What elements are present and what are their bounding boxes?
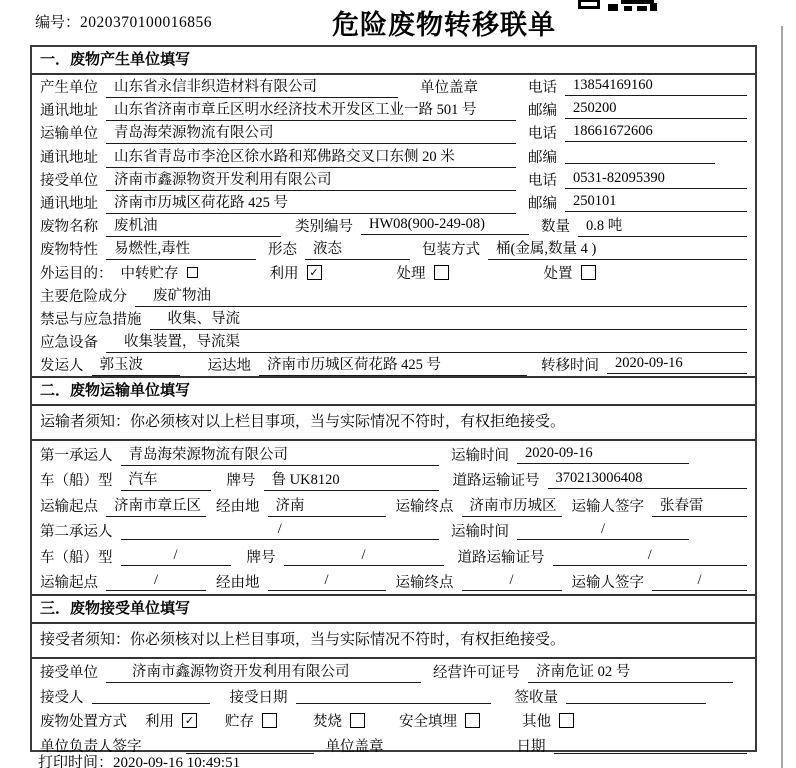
- destination-label: 运达地: [207, 358, 251, 375]
- receiver-zip-value: 250101: [565, 193, 747, 212]
- origin2-value: /: [106, 572, 206, 591]
- waste-character-label: 废物特性: [40, 242, 98, 259]
- origin1-label: 运输起点: [40, 498, 98, 515]
- date-label: 日期: [516, 739, 546, 756]
- via1-value: 济南: [268, 494, 386, 517]
- transporter-value: 青岛海荣源物流有限公司: [106, 121, 516, 144]
- license-label: 经营许可证号: [433, 665, 520, 682]
- category-value: HW08(900-249-08): [361, 216, 529, 235]
- form-label: 形态: [268, 242, 297, 259]
- vehicle2-label: 车（船）型: [40, 549, 113, 566]
- disposal-method-label: 废物处置方式: [40, 714, 127, 731]
- producer-zip-label: 邮编: [528, 103, 557, 120]
- category-label: 类别编号: [295, 219, 353, 236]
- purpose-option-dispose: [544, 262, 596, 283]
- transfer-purpose-label: 外运目的：: [40, 265, 113, 282]
- waste-name-value: 废机油: [106, 214, 281, 237]
- end2-label: 运输终点: [395, 575, 454, 592]
- transporter-notice-text: 运输者须知：你必须核对以上栏目事项，当与实际情况不符时，有权拒绝接受。: [40, 414, 566, 431]
- plate1-value: 鲁 UK8120: [264, 468, 439, 491]
- emergency-equipment-value: 收集装置，导流渠: [106, 330, 747, 353]
- disposal-other-checkbox: [559, 713, 574, 728]
- plate2-label: 牌号: [246, 549, 276, 566]
- purpose-treat-checkbox: [434, 265, 449, 280]
- scan-edge-line: [781, 26, 783, 768]
- sign1-label: 运输人签字: [571, 498, 644, 515]
- transport-time2-label: 运输时间: [451, 524, 509, 541]
- accept-date-value: [296, 688, 491, 704]
- disposal-option-incinerate: [313, 710, 365, 731]
- document-number: [35, 11, 212, 32]
- transport-time1-value: 2020-09-16: [517, 445, 689, 464]
- vehicle1-label: 车（船）型: [40, 473, 113, 490]
- waste-character-row: [32, 237, 755, 260]
- vehicle1-row: [32, 467, 755, 493]
- quantity-value: 0.8 吨: [578, 214, 747, 237]
- transporter-phone-label: 电话: [528, 126, 557, 143]
- producer-phone-value: 13854169160: [565, 77, 747, 96]
- disposal-incinerate-checkbox: [350, 713, 365, 728]
- date-value: [554, 738, 748, 754]
- waste-name-label: 废物名称: [40, 219, 98, 236]
- unit-seal2-label: 单位盖章: [325, 739, 384, 756]
- emergency-equipment-row: [32, 330, 755, 353]
- accept-person-value: [92, 688, 210, 704]
- receiver-address-row: [32, 191, 755, 214]
- receiver-notice-row: [32, 624, 755, 659]
- taboo-measures-row: [32, 307, 755, 330]
- purpose-use-checkbox: ✓: [307, 265, 322, 280]
- producer-label: 产生单位: [40, 80, 98, 97]
- second-carrier-label: 第二承运人: [40, 524, 113, 541]
- page-title: 危险废物转移联单: [332, 10, 556, 40]
- producer-address-value: 山东省济南市章丘区明水经济技术开发区工业一路 501 号: [106, 98, 516, 121]
- sender-label: 发运人: [40, 358, 84, 375]
- origin1-value: 济南市章丘区: [106, 494, 206, 517]
- taboo-measures-value: 收集、导流: [150, 307, 748, 330]
- main-hazard-row: [32, 284, 755, 307]
- permit1-label: 道路运输证号: [452, 473, 540, 490]
- producer-address-label: 通讯地址: [40, 103, 98, 120]
- end1-value: 济南市历城区: [462, 494, 562, 517]
- disposal-option-landfill: [399, 710, 480, 731]
- permit2-value: /: [553, 547, 748, 566]
- first-carrier-value: 青岛海荣源物流有限公司: [121, 443, 440, 466]
- accepting-unit-value: 济南市鑫源物资开发利用有限公司: [106, 660, 421, 683]
- transport-time2-value: /: [517, 521, 689, 540]
- destination-value: 济南市历城区荷花路 425 号: [259, 353, 527, 376]
- vehicle2-row: [32, 543, 755, 569]
- transporter-address-label: 通讯地址: [40, 149, 98, 166]
- receiver-address-value: 济南市历城区荷花路 425 号: [106, 191, 516, 214]
- disposal-option-store-label: 贮存: [225, 714, 254, 731]
- qr-code-fragment: [578, 0, 660, 12]
- transporter-notice-row: [32, 406, 755, 441]
- unit-seal-label: 单位盖章: [420, 80, 478, 97]
- plate2-value: /: [284, 547, 444, 566]
- purpose-option-treat: [397, 262, 449, 283]
- packing-value: 桶(金属,数量 4 ): [488, 237, 747, 260]
- accept-person-row: [32, 684, 755, 709]
- disposal-option-use-label: 利用: [145, 714, 174, 731]
- transfer-purpose-row: [32, 261, 755, 284]
- disposal-option-other: [522, 710, 574, 731]
- second-carrier-row: [32, 518, 755, 544]
- sign1-value: 张春雷: [652, 494, 747, 517]
- receiver-row: [32, 168, 755, 191]
- disposal-landfill-checkbox: [465, 713, 480, 728]
- end1-label: 运输终点: [395, 498, 454, 515]
- first-carrier-label: 第一承运人: [40, 447, 113, 464]
- section1-header: 一．废物产生单位填写: [32, 47, 755, 75]
- receiver-label: 接受单位: [40, 172, 98, 189]
- receiver-phone-label: 电话: [528, 172, 557, 189]
- disposal-store-checkbox: [262, 713, 277, 728]
- second-carrier-value: /: [121, 521, 440, 540]
- transporter-row: [32, 121, 755, 144]
- disposal-option-landfill-label: 安全填埋: [399, 714, 457, 731]
- transfer-time-value: 2020-09-16: [607, 355, 747, 374]
- accept-date-label: 接受日期: [229, 689, 288, 706]
- accept-person-label: 接受人: [40, 689, 84, 706]
- producer-value: 山东省永信非织造材料有限公司: [106, 75, 398, 98]
- section2-header: 二．废物运输单位填写: [32, 376, 755, 406]
- purpose-option-dispose-label: 处置: [543, 265, 573, 282]
- packing-label: 包装方式: [422, 242, 480, 259]
- receiver-notice-text: 接受者须知：你必须核对以上栏目事项，当与实际情况不符时，有权拒绝接受。: [40, 632, 566, 649]
- disposal-method-row: [32, 709, 755, 734]
- purpose-storage-checkbox: [187, 267, 198, 278]
- disposal-use-checkbox: ✓: [182, 713, 197, 728]
- section3-header: 三．废物接受单位填写: [32, 594, 755, 624]
- permit2-label: 道路运输证号: [457, 549, 545, 566]
- form-value: 液态: [305, 237, 410, 260]
- receiver-phone-value: 0531-82095390: [565, 170, 747, 189]
- purpose-option-storage-label: 中转贮存: [120, 265, 179, 282]
- purpose-option-treat-label: 处理: [396, 265, 426, 282]
- transfer-time-label: 转移时间: [541, 358, 599, 375]
- vehicle1-value: 汽车: [121, 468, 211, 491]
- waste-character-value: 易燃性,毒性: [106, 237, 256, 260]
- receiver-zip-label: 邮编: [528, 196, 557, 213]
- via2-label: 经由地: [216, 575, 260, 592]
- origin2-label: 运输起点: [40, 575, 98, 592]
- vehicle2-value: /: [121, 547, 231, 566]
- first-carrier-row: [32, 441, 755, 467]
- sign-quantity-label: 签收量: [514, 689, 558, 706]
- producer-address-row: [32, 98, 755, 121]
- print-time: 打印时间：2020-09-16 10:49:51: [38, 755, 241, 768]
- transporter-address-value: 山东省青岛市李沧区徐水路和郑佛路交叉口东侧 20 米: [106, 145, 516, 168]
- transport-time1-label: 运输时间: [451, 447, 509, 464]
- sign2-label: 运输人签字: [571, 575, 644, 592]
- disposal-option-use: [145, 710, 197, 731]
- quantity-label: 数量: [541, 219, 570, 236]
- receiver-address-label: 通讯地址: [40, 196, 98, 213]
- plate1-label: 牌号: [226, 473, 256, 490]
- transporter-address-row: [32, 145, 755, 168]
- document-number-value: 2020370100016856: [80, 14, 213, 31]
- sender-row: [32, 353, 755, 376]
- waste-name-row: [32, 214, 755, 237]
- transporter-label: 运输单位: [40, 126, 98, 143]
- document-number-label: 编号：: [35, 15, 81, 31]
- receiver-value: 济南市鑫源物资开发利用有限公司: [106, 168, 516, 191]
- sender-value: 郭玉波: [92, 353, 180, 376]
- disposal-option-incinerate-label: 焚烧: [313, 714, 342, 731]
- emergency-equipment-label: 应急设备: [40, 335, 98, 352]
- producer-phone-label: 电话: [528, 80, 557, 97]
- purpose-option-use-label: 利用: [269, 265, 299, 282]
- producer-zip-value: 250200: [565, 100, 747, 119]
- accepting-unit-label: 接受单位: [40, 665, 98, 682]
- via2-value: /: [268, 572, 386, 591]
- accepting-unit-row: [32, 659, 755, 684]
- producer-row: [32, 75, 755, 98]
- license-value: 济南危证 02 号: [528, 660, 733, 683]
- transporter-phone-value: 18661672606: [565, 123, 747, 142]
- permit1-value: 370213006408: [548, 470, 748, 489]
- taboo-measures-label: 禁忌与应急措施: [40, 311, 142, 328]
- manifest-form: [30, 45, 757, 756]
- route2-row: [32, 569, 755, 595]
- end2-value: /: [462, 572, 562, 591]
- sign-quantity-value: [566, 688, 706, 704]
- main-hazard-label: 主要危险成分: [40, 288, 127, 305]
- disposal-option-other-label: 其他: [522, 714, 551, 731]
- disposal-option-store: [225, 710, 277, 731]
- responsible-sign-label: 单位负责人签字: [40, 739, 142, 756]
- purpose-dispose-checkbox: [581, 265, 596, 280]
- transporter-zip-label: 邮编: [528, 149, 557, 166]
- purpose-option-use: [270, 262, 322, 283]
- main-hazard-value: 废矿物油: [135, 284, 747, 307]
- route1-row: [32, 492, 755, 518]
- transporter-zip-value: [565, 148, 715, 164]
- via1-label: 经由地: [216, 498, 260, 515]
- purpose-option-storage: [121, 262, 198, 283]
- sign2-value: /: [652, 572, 747, 591]
